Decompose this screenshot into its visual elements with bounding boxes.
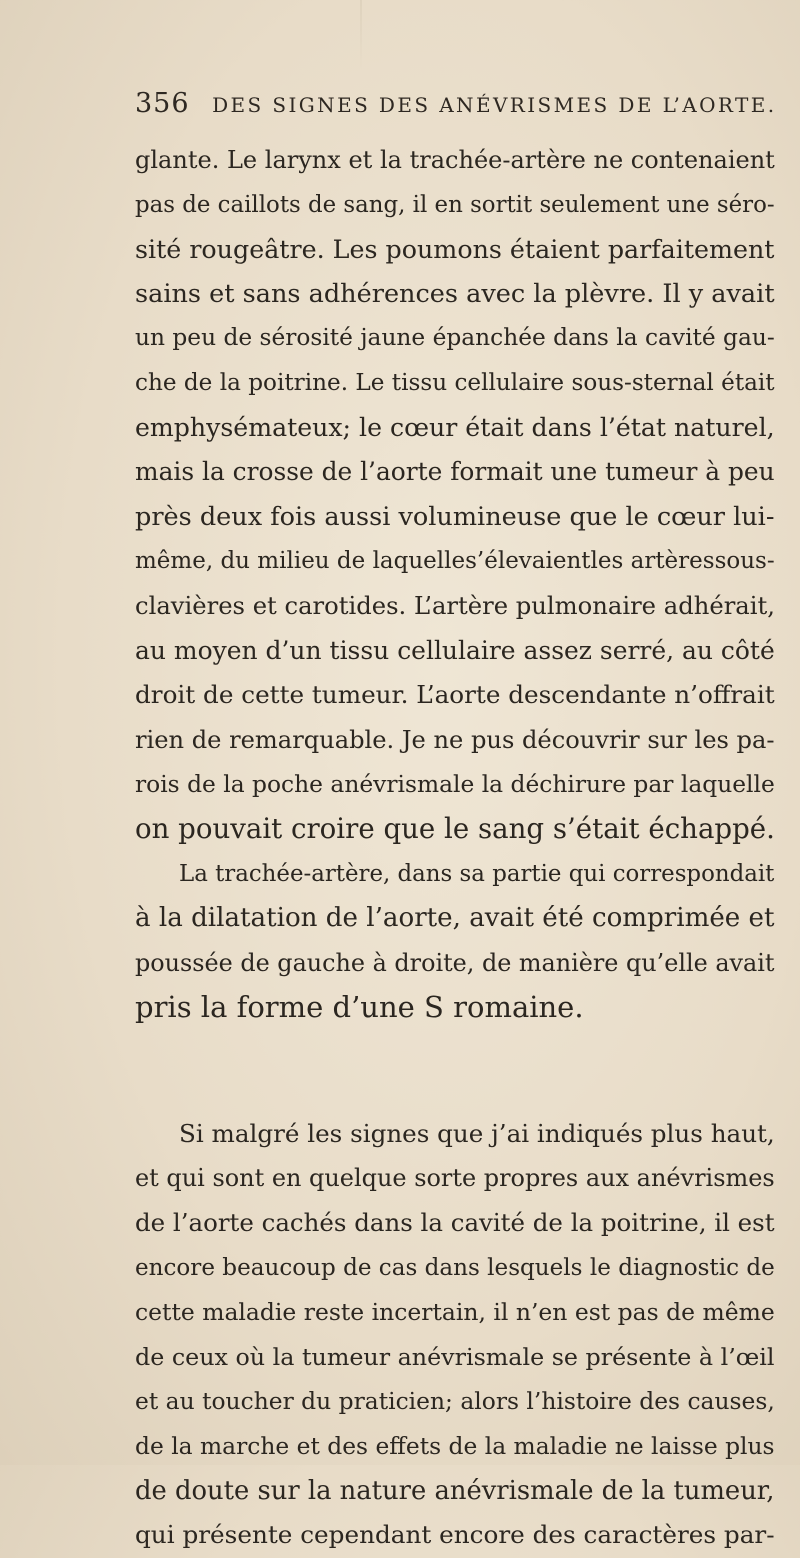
text-line: à la dilatation de l’aorte, avait été comprimée et <box>135 903 775 934</box>
text-line: poussée de gauche à droite, de manière qu’elle avait <box>135 948 775 977</box>
text-line: Si malgré les signes que j’ai indiqués plus haut, <box>179 1118 775 1148</box>
text-line: clavières et carotides. L’artère pulmonaire adhérait, <box>135 590 775 620</box>
page-header <box>135 88 775 128</box>
text-line: sité rougeâtre. Les poumons étaient parfaitement <box>135 234 775 265</box>
text-line: encore beaucoup de cas dans lesquels le diagnostic de <box>135 1254 775 1281</box>
text-line: de doute sur la nature anévrismale de la tumeur, <box>135 1475 775 1506</box>
text-line: droit de cette tumeur. L’aorte descendante n’offrait <box>135 680 775 710</box>
running-title: DES SIGNES DES ANÉVRISMES DE L’AORTE. <box>212 93 777 117</box>
text-line: et qui sont en quelque sorte propres aux anévrismes <box>135 1164 775 1193</box>
paragraph-diagnosis <box>135 1112 775 1558</box>
text-line: de la marche et des effets de la maladie ne laisse plus <box>135 1432 775 1461</box>
page-fold-mark <box>360 0 362 70</box>
page-number: 356 <box>135 88 190 119</box>
text-line: un peu de sérosité jaune épanchée dans la cavité gau- <box>135 324 775 352</box>
paragraph-autopsy <box>135 138 775 852</box>
text-line: de l’aorte cachés dans la cavité de la poitrine, il est <box>135 1208 775 1238</box>
text-line: rois de la poche anévrismale la déchirure par laquelle <box>135 770 775 799</box>
text-line: qui présente cependant encore des caractères par- <box>135 1520 775 1550</box>
text-line: che de la poitrine. Le tissu cellulaire sous-sternal était <box>135 369 775 396</box>
text-line: on pouvait croire que le sang s’était échappé. <box>135 811 775 845</box>
text-line: cette maladie reste incertain, il n’en est pas de même <box>135 1298 775 1327</box>
text-line: près deux fois aussi volumineuse que le cœur lui- <box>135 501 775 532</box>
section-break <box>135 1030 775 1112</box>
body-text <box>135 138 775 1558</box>
text-line: pas de caillots de sang, il en sortit seulement une séro- <box>135 191 775 218</box>
text-line: pris la forme d’une S romaine. <box>135 990 584 1025</box>
text-line: au moyen d’un tissu cellulaire assez serré, au côté <box>135 635 775 665</box>
text-line: rien de remarquable. Je ne pus découvrir sur les pa- <box>135 725 775 754</box>
text-line: même, du milieu de laquelles’élevaientles artèressous- <box>135 548 775 575</box>
text-line: glante. Le larynx et la trachée-artère ne contenaient <box>135 146 775 174</box>
text-line: mais la crosse de l’aorte formait une tumeur à peu <box>135 457 775 487</box>
text-line: et au toucher du praticien; alors l’histoire des causes, <box>135 1387 775 1416</box>
text-line: sains et sans adhérences avec la plèvre. Il y avait <box>135 278 775 309</box>
paragraph-trachea <box>135 852 775 1030</box>
text-line: emphysémateux; le cœur était dans l’état naturel, <box>135 412 775 442</box>
text-line: de ceux où la tumeur anévrismale se présente à l’œil <box>135 1342 775 1371</box>
text-line: La trachée-artère, dans sa partie qui correspondait <box>179 860 775 887</box>
